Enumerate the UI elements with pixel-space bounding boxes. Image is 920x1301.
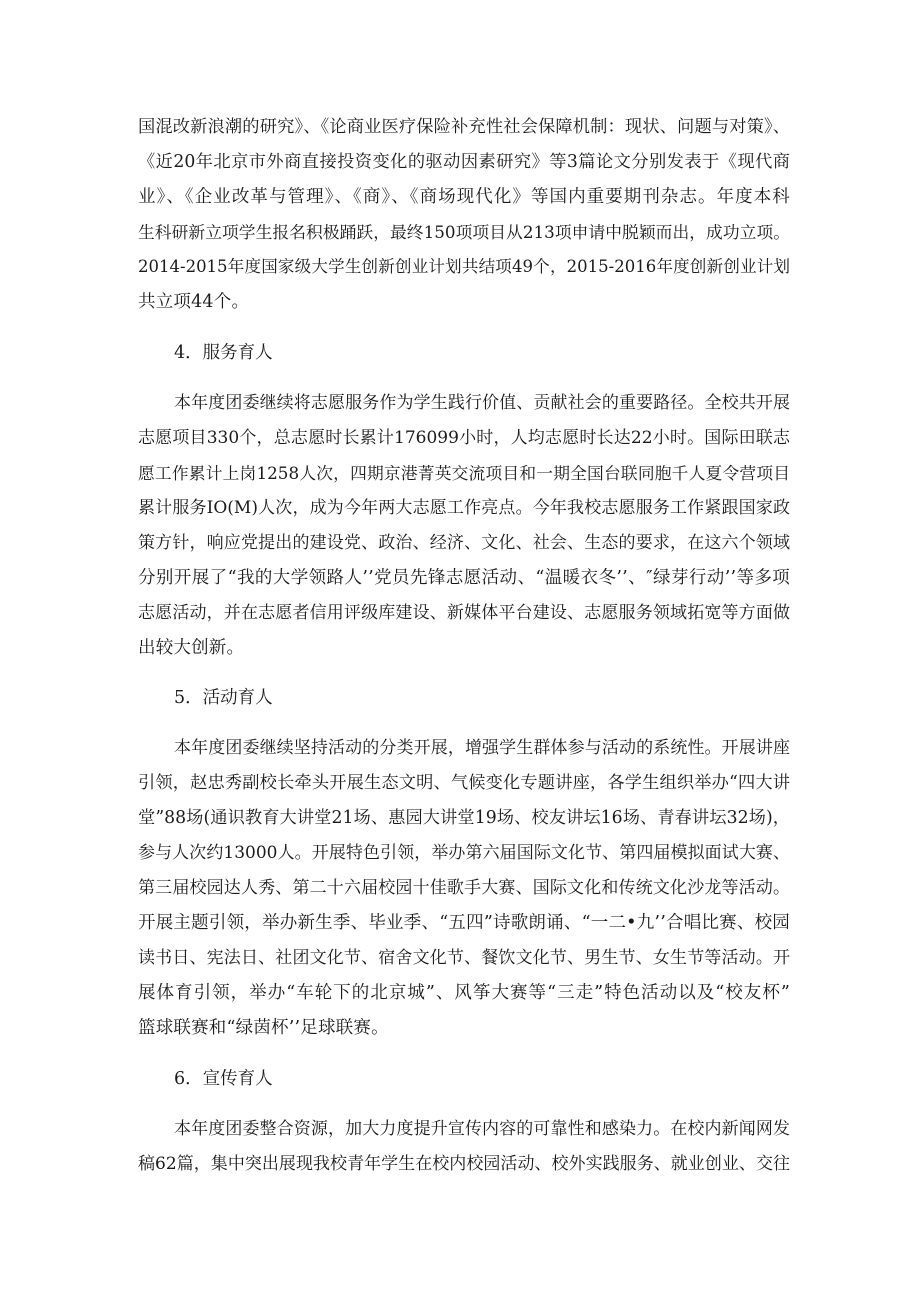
paragraph-line: 参与人次约13000人。开展特色引领，举办第六届国际文化节、第四届模拟面试大赛、 [138, 843, 790, 863]
paragraph-line: 读书日、宪法日、社团文化节、宿舍文化节、餐饮文化节、男生节、女生节等活动。开 [138, 948, 790, 968]
paragraph-line: 展体育引领，举办“车轮下的北京城”、风筝大赛等“三走”特色活动以及“校友杯” [138, 983, 790, 1003]
paragraph-line: 稿62篇，集中突出展现我校青年学生在校内校园活动、校外实践服务、就业创业、交往 [138, 1154, 790, 1174]
paragraph-line: 引领，赵忠秀副校长牵头开展生态文明、气候变化专题讲座，各学生组织举办“四大讲 [138, 773, 790, 793]
paragraph-line: 本年度团委整合资源，加大力度提升宣传内容的可靠性和感染力。在校内新闻网发 [174, 1119, 790, 1139]
paragraph-line: 篮球联赛和“绿茵杯’’足球联赛。 [138, 1018, 389, 1038]
paragraph-line: 业》、《企业改革与管理》、《商》、《商场现代化》等国内重要期刊杂志。年度本科 [138, 187, 790, 207]
paragraph-line: 志愿项目330个，总志愿时长累计176099小时，人均志愿时长达22小时。国际田联志 [138, 428, 790, 448]
paragraph-line: 策方针，响应党提出的建设党、政治、经济、文化、社会、生态的要求，在这六个领域 [138, 533, 790, 553]
paragraph-line: 愿工作累计上岗1258人次，四期京港菁英交流项目和一期全国台联同胞千人夏令营项目 [138, 463, 790, 483]
section-heading-4: 4．服务育人 [174, 343, 273, 363]
paragraph-line: 志愿活动，并在志愿者信用评级库建设、新媒体平台建设、志愿服务领域拓宽等方面做 [138, 603, 790, 623]
paragraph-line: 《近20年北京市外商直接投资变化的驱动因素研究》等3篇论文分别发表于《现代商 [138, 152, 790, 172]
paragraph-line: 累计服务IO(M)人次，成为今年两大志愿工作亮点。今年我校志愿服务工作紧跟国家政 [138, 498, 790, 518]
paragraph-line: 第三届校园达人秀、第二十六届校园十佳歌手大赛、国际文化和传统文化沙龙等活动。 [138, 878, 790, 898]
paragraph-line: 本年度团委继续坚持活动的分类开展，增强学生群体参与活动的系统性。开展讲座 [174, 738, 790, 758]
paragraph-line: 生科研新立项学生报名积极踊跃，最终150项项目从213项申请中脱颖而出，成功立项。 [138, 222, 790, 242]
paragraph-line: 开展主题引领，举办新生季、毕业季、“五四”诗歌朗诵、“一二•九’’合唱比赛、校园 [138, 913, 790, 933]
section-heading-5: 5．活动育人 [174, 688, 273, 708]
paragraph-line: 堂”88场(通识教育大讲堂21场、惠园大讲堂19场、校友讲坛16场、青春讲坛32场)， [138, 808, 790, 828]
paragraph-line: 共立项44个。 [138, 292, 250, 312]
paragraph-line: 分别开展了“我的大学领路人’’党员先锋志愿活动、“温暖衣冬’’、″绿芽行动’’等多项 [138, 568, 790, 588]
paragraph-line: 国混改新浪潮的研究》、《论商业医疗保险补充性社会保障机制：现状、问题与对策》、 [138, 117, 790, 137]
paragraph-line: 2014-2015年度国家级大学生创新创业计划共结项49个，2015-2016年度创新创业计划 [138, 257, 790, 276]
paragraph-line: 出较大创新。 [138, 638, 245, 658]
section-heading-6: 6．宣传育人 [174, 1069, 273, 1089]
paragraph-line: 本年度团委继续将志愿服务作为学生践行价值、贡献社会的重要路径。全校共开展 [174, 393, 790, 413]
